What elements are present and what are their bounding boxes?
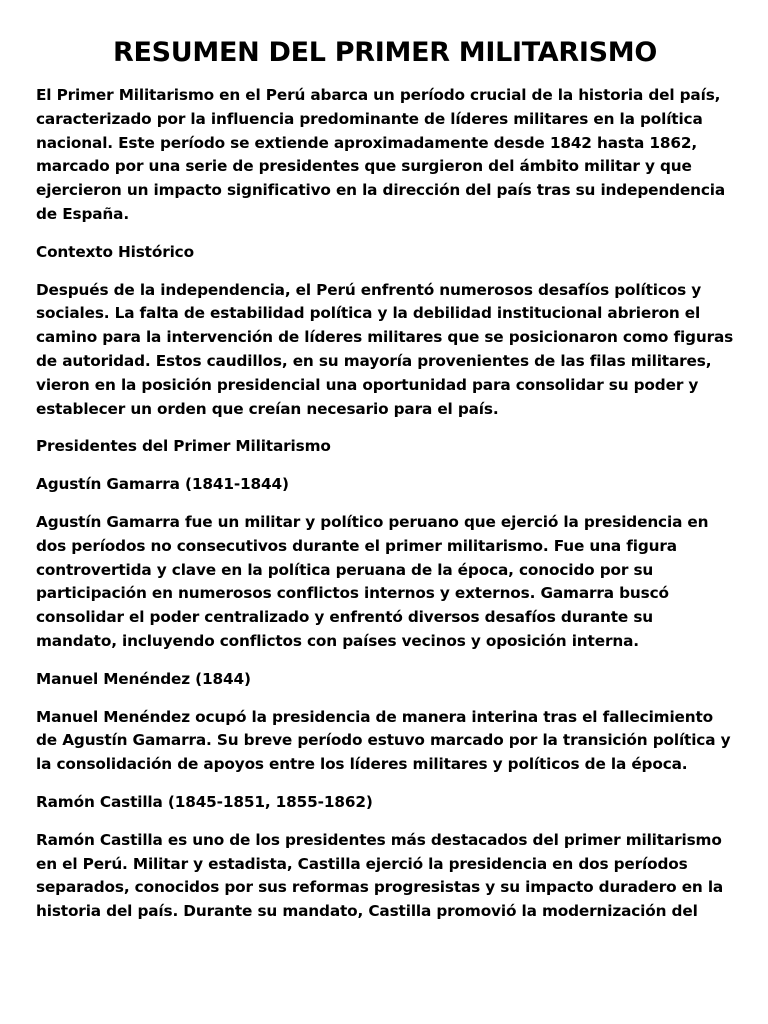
president-paragraph-castilla: Ramón Castilla es uno de los presidentes más destacados del primer militarismo en el Perú. Militar y estadista, Castilla ejerció la presidencia en dos períodos separados, conocidos por sus reformas progresistas y su impacto duradero en la historia del país. Durante su mandato, Castilla promovió la modernización del [36,830,724,921]
president-heading-gamarra: Agustín Gamarra (1841-1844) [36,475,289,494]
document-page [36,34,734,938]
section-heading-presidents: Presidentes del Primer Militarismo [36,437,331,456]
intro-paragraph: El Primer Militarismo en el Perú abarca un período crucial de la historia del país, caracterizado por la influencia predominante de líderes militares en la política nacional. Este período se extiende aproximadamente desde 1842 hasta 1862, marcado por una serie de presidentes que surgieron del ámbito militar y que ejercieron un impacto significativo en la dirección del país tras su independencia de España. [36,86,726,223]
president-paragraph-menendez: Manuel Menéndez ocupó la presidencia de manera interina tras el fallecimiento de Agustín Gamarra. Su breve período estuvo marcado por la transición política y la consolidación de apoyos entre los líderes militares y políticos de la época. [36,707,731,774]
president-heading-menendez: Manuel Menéndez (1844) [36,669,251,688]
context-paragraph: Después de la independencia, el Perú enfrentó numerosos desafíos políticos y sociales. La falta de estabilidad política y la debilidad institucional abrieron el camino para la intervención de líderes militares que se posicionaron como figuras de autoridad. Estos caudillos, en su mayoría provenientes de las filas militares, vieron en la posición presidencial una oportunidad para consolidar su poder y establecer un orden que creían necesario para el país. [36,280,734,418]
section-heading-context: Contexto Histórico [36,242,194,261]
president-paragraph-gamarra: Agustín Gamarra fue un militar y político peruano que ejerció la presidencia en dos períodos no consecutivos durante el primer militarismo. Fue una figura controvertida y clave en la política peruana de la época, conocido por su participación en numerosos conflictos internos y externos. Gamarra buscó consolidar el poder centralizado y enfrentó diversos desafíos durante su mandato, incluyendo conflictos con países vecinos y oposición interna. [36,512,709,650]
page-title: RESUMEN DEL PRIMER MILITARISMO [113,37,657,68]
president-heading-castilla: Ramón Castilla (1845-1851, 1855-1862) [36,792,373,811]
